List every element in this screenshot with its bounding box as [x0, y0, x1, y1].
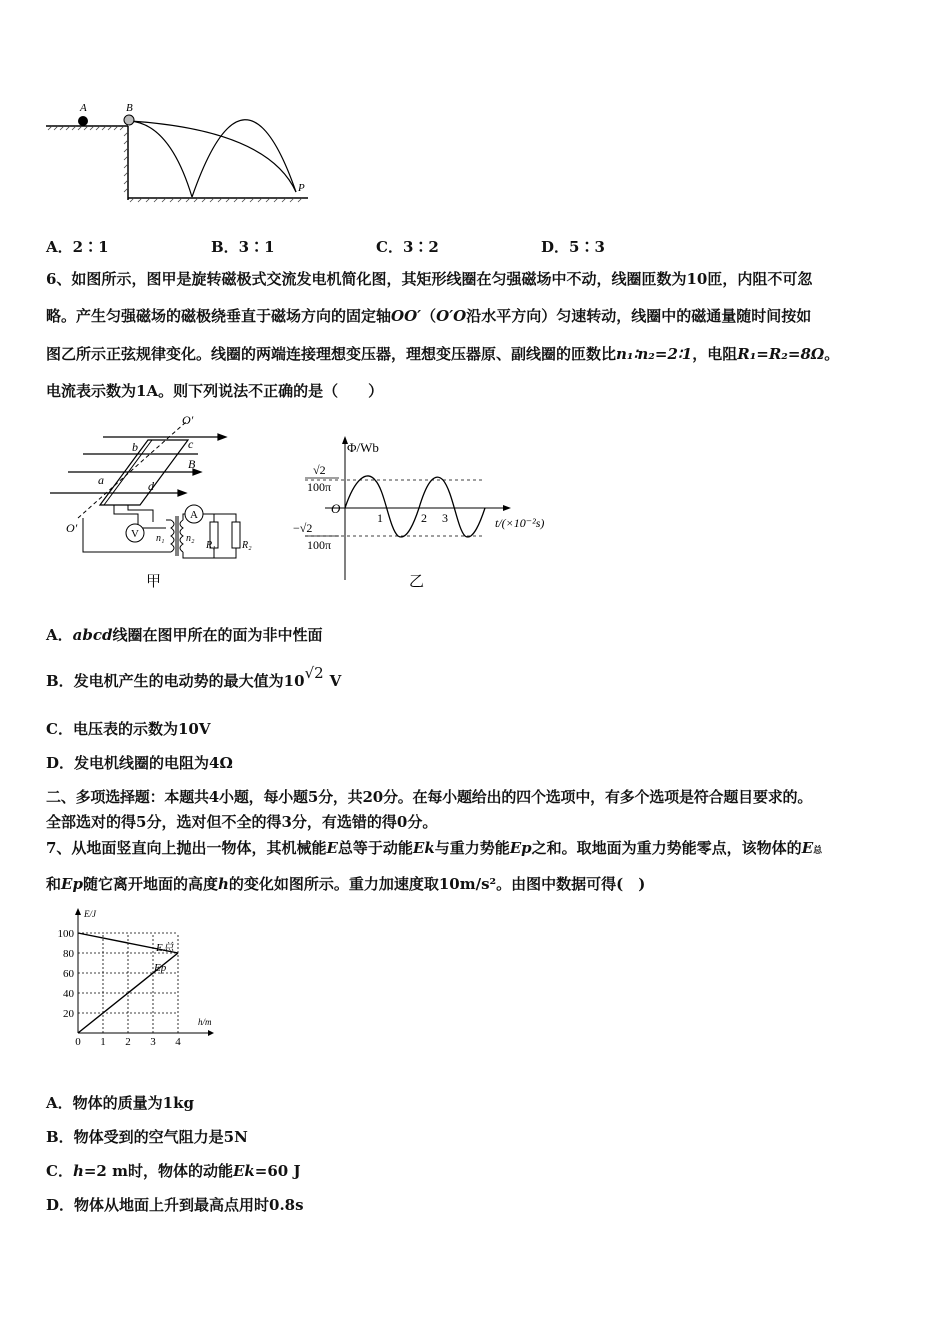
- q5-option-a: A．2∶1: [46, 238, 109, 256]
- x-tick-label: 1: [100, 1036, 106, 1048]
- xtick-3: 3: [442, 511, 448, 525]
- generator-circuit-figure: [48, 410, 280, 592]
- q5-option-b: B．3∶1: [211, 238, 275, 256]
- section2-line2: 全部选对的得5分，选对但不全的得3分，有选错的得0分。: [46, 813, 438, 831]
- label-b: B: [126, 102, 133, 114]
- q6-option-d: D．发电机线圈的电阻为4Ω: [46, 754, 233, 772]
- n2-label: n₂: [186, 533, 195, 544]
- q7-line2: 和Ep随它离开地面的高度h的变化如图所示。重力加速度取10m/s²。由图中数据可得( ): [46, 875, 646, 893]
- q6-line3: 图乙所示正弦规律变化。线圈的两端连接理想变压器，理想变压器原、副线圈的匝数比n₁∶n₂=2∶1，电阻R₁=R₂=8Ω。: [46, 345, 840, 363]
- q6-option-c: C．电压表的示数为10V: [46, 720, 211, 738]
- q5-option-c: C．3∶2: [376, 238, 439, 256]
- label-p: P: [298, 182, 305, 194]
- x-axis-label: t/(×10⁻²s): [495, 516, 545, 530]
- section2-line1: 二、多项选择题：本题共4小题，每小题5分，共20分。在每小题给出的四个选项中，有多个选项是符合题目要求的。: [46, 788, 813, 806]
- coil-label-a: a: [98, 473, 104, 487]
- xtick-1: 1: [377, 511, 383, 525]
- series-label: E总: [156, 942, 174, 954]
- q6-line2: 略。产生匀强磁场的磁极绕垂直于磁场方向的固定轴OO′（O′O沿水平方向）匀速转动，线圈中的磁通量随时间按如: [46, 307, 812, 325]
- q7-option-b: B．物体受到的空气阻力是5N: [46, 1128, 248, 1146]
- q7-line1: 7、从地面竖直向上抛出一物体，其机械能E总等于动能Ek与重力势能Ep之和。取地面为重力势能零点，该物体的E总: [46, 839, 823, 857]
- pos-denominator: 100π: [307, 480, 332, 494]
- x-axis-label: h/m: [198, 1017, 212, 1027]
- q6-option-a: A．abcd线圈在图甲所在的面为非中性面: [46, 626, 323, 644]
- q6-line4: 电流表示数为1A。则下列说法不正确的是（ ）: [46, 382, 384, 400]
- energy-height-chart: [50, 905, 230, 1050]
- axis-o-bottom: O′: [66, 521, 78, 535]
- q6-line1: 6、如图所示，图甲是旋转磁极式交流发电机简化图，其矩形线圈在匀强磁场中不动，线圈匝数为10匝，内阻不可忽: [46, 270, 813, 288]
- neg-numerator: −√2: [293, 521, 313, 535]
- voltmeter-label: V: [131, 528, 139, 540]
- x-tick-label: 3: [150, 1036, 156, 1048]
- x-tick-label: 4: [175, 1036, 181, 1048]
- n1-label: n₁: [156, 533, 165, 544]
- coil-label-d: d: [148, 479, 154, 493]
- origin-label: O: [331, 501, 341, 516]
- q7-option-c: C．h=2 m时，物体的动能Ek=60 J: [46, 1162, 301, 1180]
- xtick-2: 2: [421, 511, 427, 525]
- y-axis-arrow: [75, 908, 81, 915]
- axis-o-top: O′: [182, 413, 194, 427]
- q5-option-d: D．5∶3: [541, 238, 605, 256]
- q6-option-b: B．发电机产生的电动势的最大值为10√2 V: [46, 664, 342, 690]
- y-tick-label: 60: [63, 968, 74, 980]
- y-tick-label: 40: [63, 988, 74, 1000]
- x-axis-arrow: [208, 1030, 214, 1036]
- figure-caption-yi: 乙: [409, 574, 425, 590]
- pos-numerator: √2: [313, 463, 326, 477]
- y-tick-label: 100: [57, 928, 74, 940]
- x-tick-label: 0: [75, 1036, 81, 1048]
- r1-label: R₁: [206, 540, 216, 551]
- projectile-figure: [40, 100, 320, 212]
- y-axis-label: E/J: [84, 909, 96, 919]
- r2-label: R₂: [242, 540, 252, 551]
- y-axis-label: Φ/Wb: [347, 440, 379, 455]
- field-label-b: B: [188, 457, 196, 471]
- series-label: Ep: [154, 962, 167, 974]
- flux-graph-figure: [285, 430, 570, 595]
- coil-label-b: b: [132, 440, 138, 454]
- x-tick-label: 2: [125, 1036, 131, 1048]
- y-tick-label: 20: [63, 1008, 74, 1020]
- y-tick-label: 80: [63, 948, 74, 960]
- q7-option-a: A．物体的质量为1kg: [46, 1094, 194, 1112]
- q7-option-d: D．物体从地面上升到最高点用时0.8s: [46, 1196, 304, 1214]
- figure-caption-jia: 甲: [146, 574, 162, 590]
- neg-denominator: 100π: [307, 538, 332, 552]
- label-a: A: [80, 102, 87, 114]
- ammeter-label: A: [190, 509, 198, 521]
- coil-label-c: c: [188, 437, 194, 451]
